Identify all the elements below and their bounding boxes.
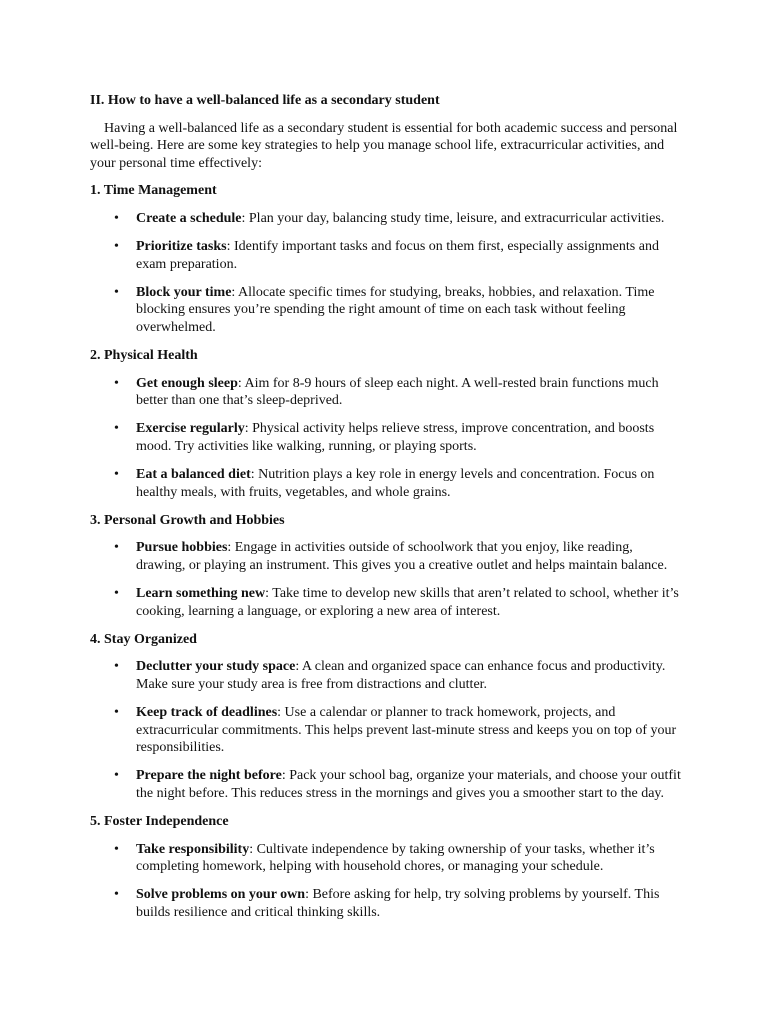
bullet-icon: • — [114, 421, 119, 437]
item-term: Declutter your study space — [136, 659, 296, 675]
item-description: : Before asking for help, try solving problems by yourself. This builds resilience and critical thinking skills. — [136, 887, 660, 920]
bullet-icon: • — [114, 585, 119, 601]
item-term: Solve problems on your own — [136, 887, 306, 903]
bullet-list — [90, 375, 682, 502]
intro-paragraph: Having a well-balanced life as a secondary student is essential for both academic success and personal well-being. Here are some key strategies to help you manage school life, extracurricular activities, and your personal time effectively: — [90, 120, 678, 171]
item-description: : Allocate specific times for studying, breaks, hobbies, and relaxation. Time blocking ensures you’re spending the right amount of time on each task without feeling overwhelmed. — [136, 284, 655, 335]
item-description: : Take time to develop new skills that aren’t related to school, whether it’s cooking, learning a language, or exploring a new area of interest. — [136, 585, 679, 619]
bullet-list — [90, 210, 682, 337]
list-item — [90, 767, 682, 802]
item-description: : A clean and organized space can enhance focus and productivity. Make sure your study area is free from distractions and clutter. — [136, 659, 666, 692]
list-item — [90, 466, 682, 501]
item-description: : Cultivate independence by taking ownership of your tasks, whether it’s completing homework, helping with household chores, or managing your schedule. — [136, 841, 655, 875]
item-description: : Engage in activities outside of schoolwork that you enjoy, like reading, drawing, or playing an instrument. This gives you a creative outlet and helps maintain balance. — [136, 540, 668, 573]
bullet-icon: • — [114, 841, 119, 857]
item-description: : Use a calendar or planner to track homework, projects, and extracurricular commitments. This helps prevent last-minute stress and keeps you on top of your responsibilities. — [136, 704, 677, 756]
document-page — [90, 92, 682, 932]
bullet-icon: • — [114, 284, 119, 300]
item-term: Keep track of deadlines — [136, 704, 278, 720]
item-term: Create a schedule — [136, 210, 242, 226]
bullet-icon: • — [114, 467, 119, 482]
bullet-icon: • — [114, 375, 119, 391]
list-item — [90, 886, 682, 921]
section-heading: 3. Personal Growth and Hobbies — [90, 512, 285, 528]
bullet-icon: • — [114, 239, 119, 255]
item-description: : Pack your school bag, organize your materials, and choose your outfit the night before. This reduces stress in the mornings and gives you a smoother start to the day. — [136, 768, 681, 801]
list-item — [90, 284, 682, 337]
document-title: II. How to have a well-balanced life as a secondary student — [90, 93, 440, 108]
list-item — [90, 585, 682, 620]
item-term: Learn something new — [136, 585, 266, 601]
item-term: Block your time — [136, 284, 232, 300]
item-description: : Identify important tasks and focus on them first, especially assignments and exam preparation. — [136, 239, 659, 272]
bullet-icon: • — [114, 210, 119, 226]
item-description: : Physical activity helps relieve stress, improve concentration, and boosts mood. Try activities like walking, running, or playing sports. — [136, 421, 655, 454]
section-heading: 2. Physical Health — [90, 348, 198, 364]
item-description: : Plan your day, balancing study time, leisure, and extracurricular activities. — [241, 210, 665, 226]
list-item — [90, 841, 682, 876]
item-description: : Aim for 8-9 hours of sleep each night. A well-rested brain functions much better than one that’s sleep-deprived. — [136, 375, 659, 409]
section-heading: 4. Stay Organized — [90, 631, 197, 647]
bullet-icon: • — [114, 540, 119, 556]
bullet-list — [90, 658, 682, 802]
item-term: Pursue hobbies — [136, 540, 228, 556]
list-item — [90, 238, 682, 273]
item-term: Prioritize tasks — [136, 239, 227, 255]
list-item — [90, 539, 682, 574]
bullet-icon: • — [114, 768, 119, 784]
bullet-list — [90, 841, 682, 922]
bullet-list — [90, 539, 682, 620]
list-item — [90, 375, 682, 410]
item-term: Take responsibility — [136, 841, 250, 857]
item-description: : Nutrition plays a key role in energy levels and concentration. Focus on healthy meals, with fruits, vegetables, and whole grains. — [136, 467, 655, 500]
section-heading: 1. Time Management — [90, 183, 217, 199]
item-term: Eat a balanced diet — [136, 467, 251, 482]
bullet-icon: • — [114, 659, 119, 675]
list-item — [90, 704, 682, 757]
section-heading: 5. Foster Independence — [90, 813, 229, 829]
bullet-icon: • — [114, 887, 119, 903]
item-term: Exercise regularly — [136, 421, 245, 437]
bullet-icon: • — [114, 704, 119, 720]
list-item — [90, 658, 682, 693]
sections-container — [90, 182, 682, 921]
item-term: Prepare the night before — [136, 768, 282, 784]
list-item — [90, 420, 682, 455]
item-term: Get enough sleep — [136, 375, 238, 391]
list-item — [90, 210, 682, 228]
